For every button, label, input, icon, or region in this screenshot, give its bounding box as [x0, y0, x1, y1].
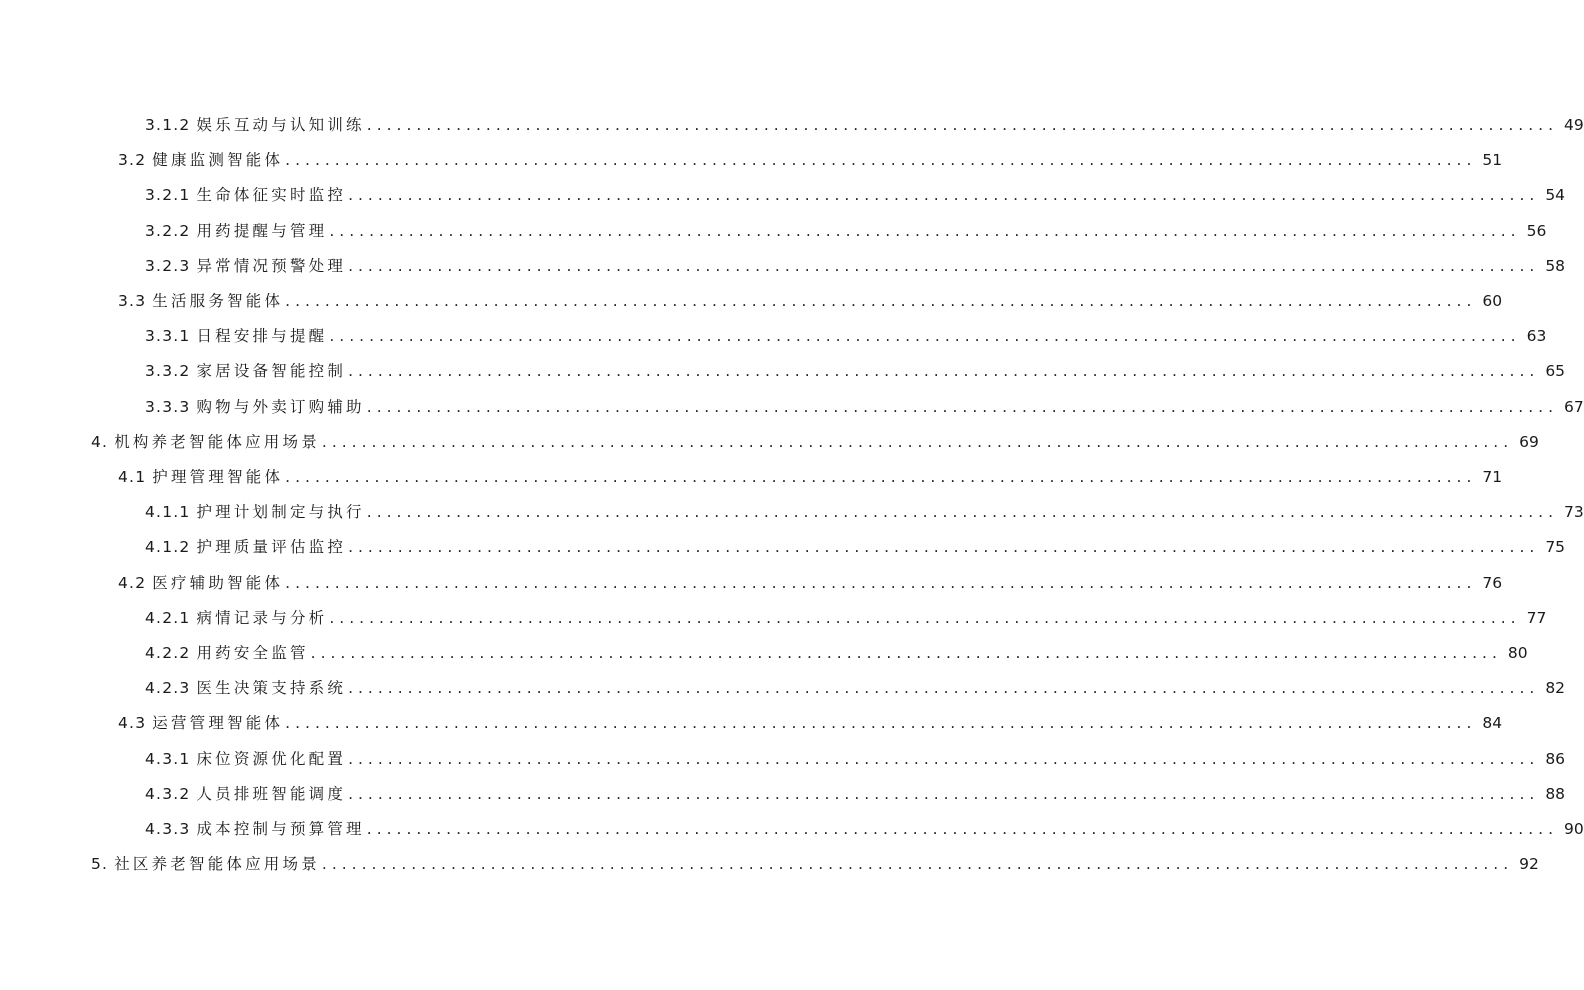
toc-entry[interactable]: [145, 255, 1566, 277]
toc-leader-dots: ........................................................................................................................: [329, 608, 1521, 627]
toc-entry-page: 73: [1564, 503, 1584, 522]
toc-leader-dots: ........................................................................................................................: [285, 292, 1477, 310]
toc-entry-title: 成本控制与预算管理: [196, 820, 365, 838]
toc-entry[interactable]: [91, 431, 1539, 453]
toc-entry-number: 4.1.1: [145, 503, 191, 522]
toc-entry-number: 4.3: [118, 714, 147, 733]
toc-entry[interactable]: [145, 184, 1566, 206]
toc-entry-page: 56: [1526, 221, 1547, 240]
toc-entry-page: 92: [1519, 855, 1539, 874]
toc-entry-title: 床位资源优化配置: [196, 749, 347, 768]
toc-entry-number: 3.2.3: [145, 256, 191, 275]
toc-entry-page: 67: [1564, 397, 1584, 416]
toc-entry-number: 3.2.2: [145, 221, 191, 240]
toc-leader-dots: ........................................................................................................................: [285, 468, 1477, 486]
toc-entry-page: 58: [1545, 256, 1566, 275]
toc-entry-title: 用药提醒与管理: [196, 221, 328, 240]
toc-leader-dots: ........................................................................................................................: [348, 679, 1540, 698]
toc-entry[interactable]: [118, 290, 1503, 312]
toc-entry[interactable]: [118, 712, 1503, 734]
toc-entry-title: 护理计划制定与执行: [196, 503, 365, 522]
toc-entry-page: 88: [1545, 784, 1566, 803]
toc-leader-dots: ........................................................................................................................: [285, 151, 1477, 170]
toc-entry-page: 60: [1482, 292, 1503, 310]
toc-entry-page: 80: [1507, 644, 1528, 662]
toc-entry-page: 51: [1482, 151, 1503, 170]
toc-entry-page: 77: [1526, 608, 1547, 627]
toc-leader-dots: ........................................................................................................................: [329, 327, 1521, 346]
toc-entry-title: 生活服务智能体: [152, 292, 284, 310]
toc-entry[interactable]: [145, 818, 1584, 840]
toc-entry[interactable]: [145, 677, 1566, 699]
toc-entry[interactable]: [145, 501, 1584, 523]
toc-entry-title: 日程安排与提醒: [196, 327, 328, 346]
toc-entry-title: 购物与外卖订购辅助: [196, 397, 365, 416]
toc-leader-dots: ........................................................................................................................: [285, 573, 1477, 592]
toc-entry-title: 医疗辅助智能体: [152, 573, 284, 592]
toc-entry[interactable]: [118, 466, 1503, 488]
toc-leader-dots: ........................................................................................................................: [348, 362, 1540, 381]
toc-entry-page: 49: [1564, 116, 1584, 134]
toc-entry-page: 90: [1564, 820, 1584, 838]
toc-entry-number: 3.3.1: [145, 327, 191, 346]
toc-leader-dots: ........................................................................................................................: [321, 855, 1514, 874]
toc-entry-title: 护理管理智能体: [152, 468, 284, 486]
toc-entry[interactable]: [91, 853, 1539, 875]
toc-entry-page: 54: [1545, 186, 1566, 205]
toc-entry-title: 家居设备智能控制: [196, 362, 347, 381]
toc-entry[interactable]: [145, 748, 1566, 770]
toc-entry-number: 3.3.2: [145, 362, 191, 381]
toc-entry-number: 4.3.1: [145, 749, 191, 768]
toc-entry-number: 3.2: [118, 151, 147, 170]
toc-entry-number: 4.2.2: [145, 644, 191, 662]
toc-leader-dots: ........................................................................................................................: [310, 644, 1502, 662]
toc-entry-number: 4.3.2: [145, 784, 191, 803]
toc-entry-number: 4.2.1: [145, 608, 191, 627]
toc-entry[interactable]: [145, 396, 1584, 418]
toc-entry[interactable]: [145, 360, 1566, 382]
toc-entry-page: 63: [1526, 327, 1547, 346]
toc-entry[interactable]: [118, 149, 1503, 171]
toc-entry-number: 3.2.1: [145, 186, 191, 205]
toc-entry-title: 健康监测智能体: [152, 151, 284, 170]
toc-entry-title: 运营管理智能体: [152, 714, 284, 733]
toc-entry-title: 社区养老智能体应用场景: [114, 855, 320, 874]
toc-leader-dots: ........................................................................................................................: [348, 256, 1540, 275]
toc-entry-title: 娱乐互动与认知训练: [196, 116, 365, 134]
toc-entry-title: 医生决策支持系统: [196, 679, 347, 698]
toc-leader-dots: ........................................................................................................................: [366, 397, 1559, 416]
toc-entry[interactable]: [118, 572, 1503, 594]
toc-entry-number: 4.: [91, 432, 109, 451]
toc-entry-number: 4.1: [118, 468, 147, 486]
toc-entry-page: 71: [1482, 468, 1503, 486]
toc-entry-number: 4.1.2: [145, 538, 191, 557]
toc-entry[interactable]: [145, 220, 1547, 242]
toc-entry-page: 86: [1545, 749, 1566, 768]
toc-entry-title: 人员排班智能调度: [196, 784, 347, 803]
toc-leader-dots: ........................................................................................................................: [329, 221, 1521, 240]
toc-entry-page: 75: [1545, 538, 1566, 557]
toc-entry[interactable]: [145, 114, 1584, 136]
toc-entry-title: 异常情况预警处理: [196, 256, 347, 275]
toc-entry-title: 护理质量评估监控: [196, 538, 347, 557]
toc-entry-page: 76: [1482, 573, 1503, 592]
toc-entry-page: 82: [1545, 679, 1566, 698]
toc-entry-number: 4.2: [118, 573, 147, 592]
toc-entry[interactable]: [145, 536, 1566, 558]
toc-entry-page: 65: [1545, 362, 1566, 381]
toc-entry-number: 3.3.3: [145, 397, 191, 416]
toc-entry-number: 3.3: [118, 292, 147, 310]
toc-entry-page: 84: [1482, 714, 1503, 733]
toc-entry-title: 用药安全监管: [196, 644, 309, 662]
toc-entry-title: 病情记录与分析: [196, 608, 328, 627]
toc-leader-dots: ........................................................................................................................: [321, 432, 1514, 451]
toc-entry[interactable]: [145, 783, 1566, 805]
toc-leader-dots: ........................................................................................................................: [366, 503, 1559, 522]
toc-entry-number: 4.3.3: [145, 820, 191, 838]
toc-leader-dots: ........................................................................................................................: [348, 749, 1540, 768]
toc-entry[interactable]: [145, 642, 1528, 664]
toc-leader-dots: ........................................................................................................................: [285, 714, 1477, 733]
toc-entry-number: 5.: [91, 855, 109, 874]
toc-entry-page: 69: [1519, 432, 1539, 451]
toc-leader-dots: ........................................................................................................................: [348, 538, 1540, 557]
toc-entry[interactable]: [145, 325, 1547, 347]
toc-entry-number: 4.2.3: [145, 679, 191, 698]
toc-leader-dots: ........................................................................................................................: [366, 116, 1559, 134]
toc-entry-number: 3.1.2: [145, 116, 191, 134]
toc-leader-dots: ........................................................................................................................: [366, 820, 1559, 838]
toc-entry-title: 生命体征实时监控: [196, 186, 347, 205]
toc-entry-title: 机构养老智能体应用场景: [114, 432, 320, 451]
toc-leader-dots: ........................................................................................................................: [348, 784, 1540, 803]
toc-leader-dots: ........................................................................................................................: [348, 186, 1540, 205]
toc-entry[interactable]: [145, 607, 1547, 629]
